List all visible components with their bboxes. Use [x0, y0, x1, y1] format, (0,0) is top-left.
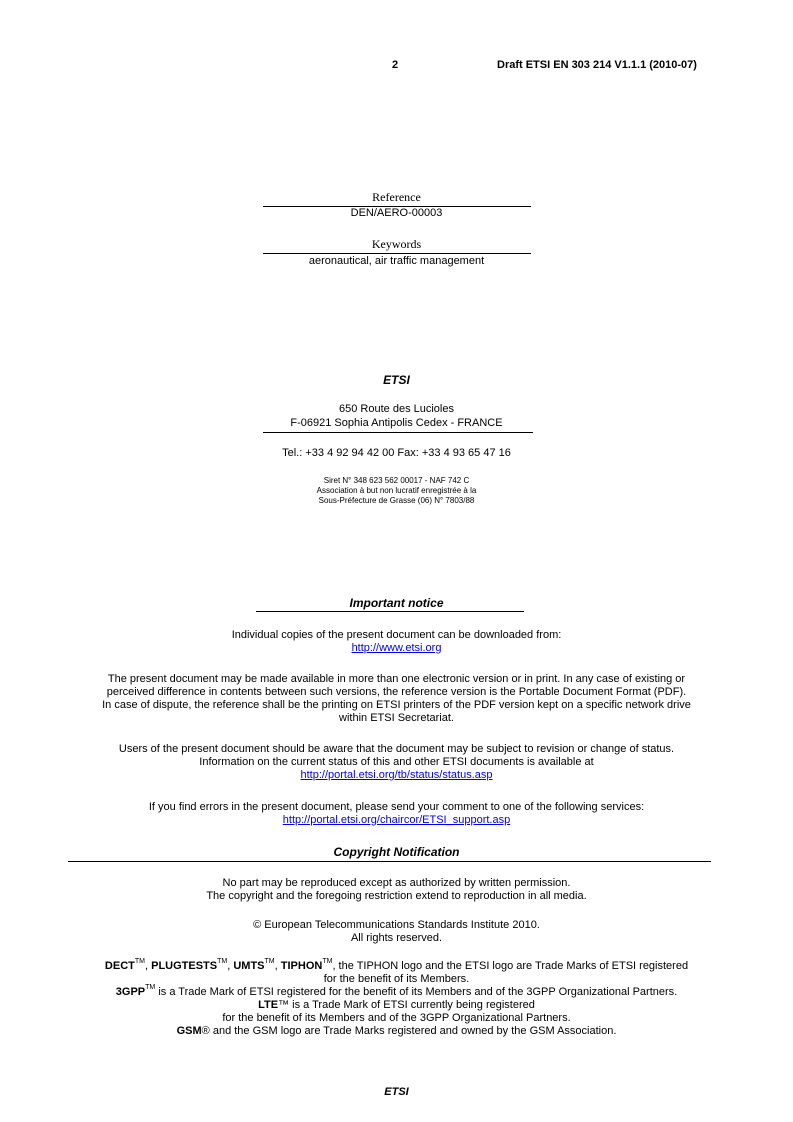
- trademark-line-2: for the benefit of its Members.: [323, 973, 470, 985]
- tm-lte: LTE: [258, 999, 279, 1011]
- prefecture-line: Sous-Préfecture de Grasse (06) N° 7803/88: [318, 496, 475, 505]
- address-line-1: 650 Route des Lucioles: [339, 403, 454, 415]
- document-identifier: Draft ETSI EN 303 214 V1.1.1 (2010-07): [497, 59, 697, 71]
- tm-dect: DECT: [104, 960, 135, 972]
- copyright-line-2: The copyright and the foregoing restriction extend to reproduction in all media.: [206, 890, 587, 902]
- copyright-line-1: No part may be reproduced except as authorized by written permission.: [222, 877, 571, 889]
- footer-org: ETSI: [384, 1086, 409, 1098]
- copyright-line-3: © European Telecommunications Standards Institute 2010.: [253, 919, 540, 931]
- trademark-line-1: DECT™, PLUGTESTS™, UMTS™, TIPHON™, the TIPHON logo and the ETSI logo are Trade Marks of ETSI registered: [104, 958, 689, 972]
- etsi-org-name: ETSI: [383, 373, 410, 387]
- tm-3gpp: 3GPP: [115, 986, 146, 998]
- page-number: 2: [392, 59, 399, 71]
- etsi-website-link[interactable]: http://www.etsi.org: [351, 642, 442, 654]
- phone-fax: Tel.: +33 4 92 94 42 00 Fax: +33 4 93 65 47 16: [282, 447, 511, 459]
- copyright-line-4: All rights reserved.: [350, 932, 443, 944]
- address-line-2: F-06921 Sophia Antipolis Cedex - FRANCE: [290, 417, 503, 429]
- association-line: Association à but non lucratif enregistrée à la: [316, 486, 477, 495]
- reference-value: DEN/AERO-00003: [350, 207, 443, 219]
- keywords-value: aeronautical, air traffic management: [308, 255, 485, 267]
- notice-para-1-line-3: In case of dispute, the reference shall be the printing on ETSI printers of the PDF version kept on a specific network drive: [102, 699, 691, 711]
- address-rule: [263, 432, 533, 433]
- trademark-line-5: for the benefit of its Members and of the 3GPP Organizational Partners.: [222, 1012, 571, 1024]
- notice-para-1-line-4: within ETSI Secretariat.: [339, 712, 454, 724]
- important-notice-title: Important notice: [349, 596, 444, 610]
- tm-plugtests: PLUGTESTS: [151, 960, 218, 972]
- notice-para-1-line-2: perceived difference in contents between such versions, the reference version is the Portable Document Format (PDF).: [106, 686, 687, 698]
- keywords-label: Keywords: [371, 237, 422, 251]
- download-text: Individual copies of the present document can be downloaded from:: [231, 629, 562, 641]
- copyright-title: Copyright Notification: [333, 845, 460, 859]
- trademark-line-3: 3GPP™ is a Trade Mark of ETSI registered for the benefit of its Members and of the 3GPP Organizational Partners.: [115, 984, 678, 998]
- trademark-line-4: LTE™ is a Trade Mark of ETSI currently being registered: [258, 999, 535, 1011]
- notice-para-3-line-1: If you find errors in the present document, please send your comment to one of the following services:: [148, 801, 645, 813]
- notice-para-1-line-1: The present document may be made available in more than one electronic version or in print. In any case of existing or: [107, 673, 686, 685]
- notice-para-2-line-2: Information on the current status of this and other ETSI documents is available at: [199, 756, 594, 768]
- siret-line: Siret N° 348 623 562 00017 - NAF 742 C: [323, 476, 470, 485]
- tm-tiphon: TIPHON: [280, 960, 323, 972]
- important-notice-rule: [256, 611, 524, 612]
- reference-label: Reference: [372, 190, 421, 204]
- keywords-rule: [263, 253, 531, 254]
- status-link[interactable]: http://portal.etsi.org/tb/status/status.asp: [300, 769, 493, 781]
- support-link[interactable]: http://portal.etsi.org/chaircor/ETSI_support.asp: [282, 814, 511, 826]
- trademark-line-6: GSM® and the GSM logo are Trade Marks registered and owned by the GSM Association.: [176, 1025, 617, 1037]
- tm-gsm: GSM: [176, 1025, 202, 1037]
- copyright-rule: [68, 861, 711, 862]
- tm-umts: UMTS: [233, 960, 265, 972]
- notice-para-2-line-1: Users of the present document should be aware that the document may be subject to revision or change of status.: [118, 743, 675, 755]
